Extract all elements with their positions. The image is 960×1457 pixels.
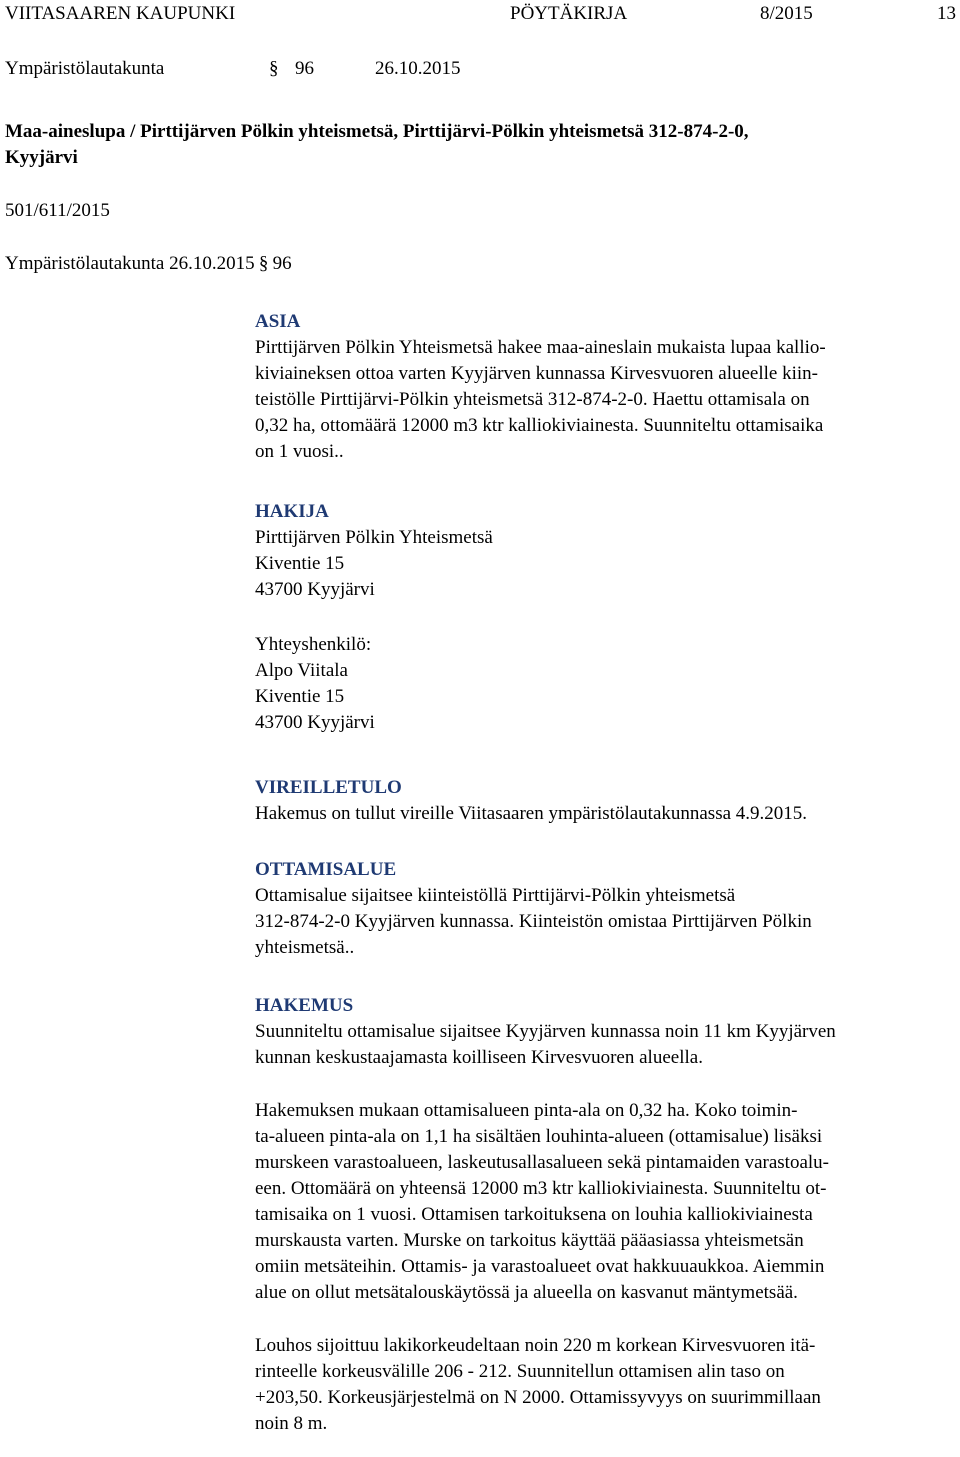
text-line: 312-874-2-0 Kyyjärven kunnassa. Kiinteistön omistaa Pirttijärven Pölkin — [255, 911, 812, 932]
text-line: Alpo Viitala — [255, 660, 348, 681]
asia-text — [255, 335, 960, 465]
text-line: ta-alueen pinta-ala on 1,1 ha sisältäen louhinta-alueen (ottamisalue) lisäksi — [255, 1126, 823, 1147]
text-line: een. Ottomäärä on yhteensä 12000 m3 ktr kalliokiviainesta. Suunniteltu ot- — [255, 1178, 827, 1199]
board-name: Ympäristölautakunta — [5, 58, 165, 79]
section-number: 96 — [295, 58, 314, 79]
section-hakija — [255, 499, 960, 736]
section-vireilletulo — [255, 775, 960, 827]
section-hakemus — [255, 993, 960, 1437]
meeting-date: 26.10.2015 — [375, 58, 461, 79]
section-heading-vireilletulo: VIREILLETULO — [255, 777, 402, 798]
text-line: Louhos sijoittuu lakikorkeudeltaan noin 220 m korkean Kirvesvuoren itä- — [255, 1335, 816, 1356]
text-line: kiviaineksen ottoa varten Kyyjärven kunnassa Kirvesvuoren alueelle kiin- — [255, 363, 818, 384]
section-heading-hakija: HAKIJA — [255, 501, 329, 522]
vireilletulo-text — [255, 801, 960, 827]
section-heading-ottamisalue: OTTAMISALUE — [255, 859, 397, 880]
ottamisalue-text — [255, 883, 960, 961]
page-number: 13 — [937, 3, 956, 24]
text-line: +203,50. Korkeusjärjestelmä on N 2000. Ottamissyvyys on suurimmillaan — [255, 1387, 821, 1408]
text-line: murskeen varastoalueen, laskeutusallasalueen sekä pintamaiden varastoalu- — [255, 1152, 829, 1173]
record-number: 501/611/2015 — [5, 200, 110, 221]
text-line: Hakemuksen mukaan ottamisalueen pinta-ala on 0,32 ha. Koko toimin- — [255, 1100, 798, 1121]
hakemus-paragraph-1 — [255, 1019, 960, 1071]
text-line: Suunniteltu ottamisalue sijaitsee Kyyjärven kunnassa noin 11 km Kyyjärven — [255, 1021, 836, 1042]
hakija-text — [255, 525, 960, 736]
text-line: noin 8 m. — [255, 1413, 328, 1434]
city-name: VIITASAAREN KAUPUNKI — [5, 3, 236, 24]
hakemus-paragraph-3 — [255, 1333, 960, 1437]
text-line: omiin metsäteihin. Ottamis- ja varastoalueet ovat hakkuuaukkoa. Aiemmin — [255, 1256, 825, 1277]
title-line: Maa-aineslupa / Pirttijärven Pölkin yhteismetsä, Pirttijärvi-Pölkin yhteismetsä 312-874-2-0, — [5, 121, 749, 142]
text-line: rinteelle korkeusvälille 206 - 212. Suunnitellun ottamisen alin taso on — [255, 1361, 785, 1382]
text-line: 0,32 ha, ottomäärä 12000 m3 ktr kalliokiviainesta. Suunniteltu ottamisaika — [255, 415, 824, 436]
text-line: teistölle Pirttijärvi-Pölkin yhteismetsä 312-874-2-0. Haettu ottamisala on — [255, 389, 810, 410]
meeting-line — [5, 251, 292, 277]
text-line: Pirttijärven Pölkin Yhteismetsä hakee maa-aineslain mukaista lupaa kallio- — [255, 337, 826, 358]
text-line: kunnan keskustaajamasta koilliseen Kirvesvuoren alueella. — [255, 1047, 703, 1068]
text-line: Yhteyshenkilö: — [255, 634, 372, 655]
text-line: Hakemus on tullut vireille Viitasaaren ympäristölautakunnassa 4.9.2015. — [255, 803, 808, 824]
text-line: 43700 Kyyjärvi — [255, 579, 375, 600]
section-asia — [255, 309, 960, 465]
hakemus-paragraph-2 — [255, 1098, 960, 1306]
section-icon: § — [258, 253, 269, 274]
text-line: yhteismetsä.. — [255, 937, 355, 958]
text-line: on 1 vuosi.. — [255, 441, 344, 462]
text-line: Pirttijärven Pölkin Yhteismetsä — [255, 527, 493, 548]
text-line: murskausta varten. Murske on tarkoitus käyttää pääasiassa yhteismetsän — [255, 1230, 804, 1251]
text-line: alue on ollut metsätalouskäytössä ja alueella on kasvanut mäntymetsää. — [255, 1282, 798, 1303]
document-number: 8/2015 — [760, 3, 813, 24]
text-line — [255, 603, 960, 632]
header-row-2 — [5, 56, 955, 82]
header-row-1 — [5, 1, 955, 27]
section-heading-hakemus: HAKEMUS — [255, 995, 354, 1016]
text-line: Kiventie 15 — [255, 553, 345, 574]
document-type: PÖYTÄKIRJA — [510, 3, 628, 24]
section-ottamisalue — [255, 857, 960, 961]
meeting-section-number: 96 — [272, 253, 292, 274]
text-line: Kiventie 15 — [255, 686, 345, 707]
section-icon: § — [269, 58, 279, 79]
text-line: 43700 Kyyjärvi — [255, 712, 375, 733]
section-heading-asia: ASIA — [255, 311, 301, 332]
text-line: Ottamisalue sijaitsee kiinteistöllä Pirttijärvi-Pölkin yhteismetsä — [255, 885, 736, 906]
page-title — [5, 117, 950, 169]
text-line: tamisaika on 1 vuosi. Ottamisen tarkoituksena on louhia kalliokiviainesta — [255, 1204, 813, 1225]
meeting-board-date: Ympäristölautakunta 26.10.2015 — [5, 253, 255, 274]
title-line: Kyyjärvi — [5, 147, 78, 168]
